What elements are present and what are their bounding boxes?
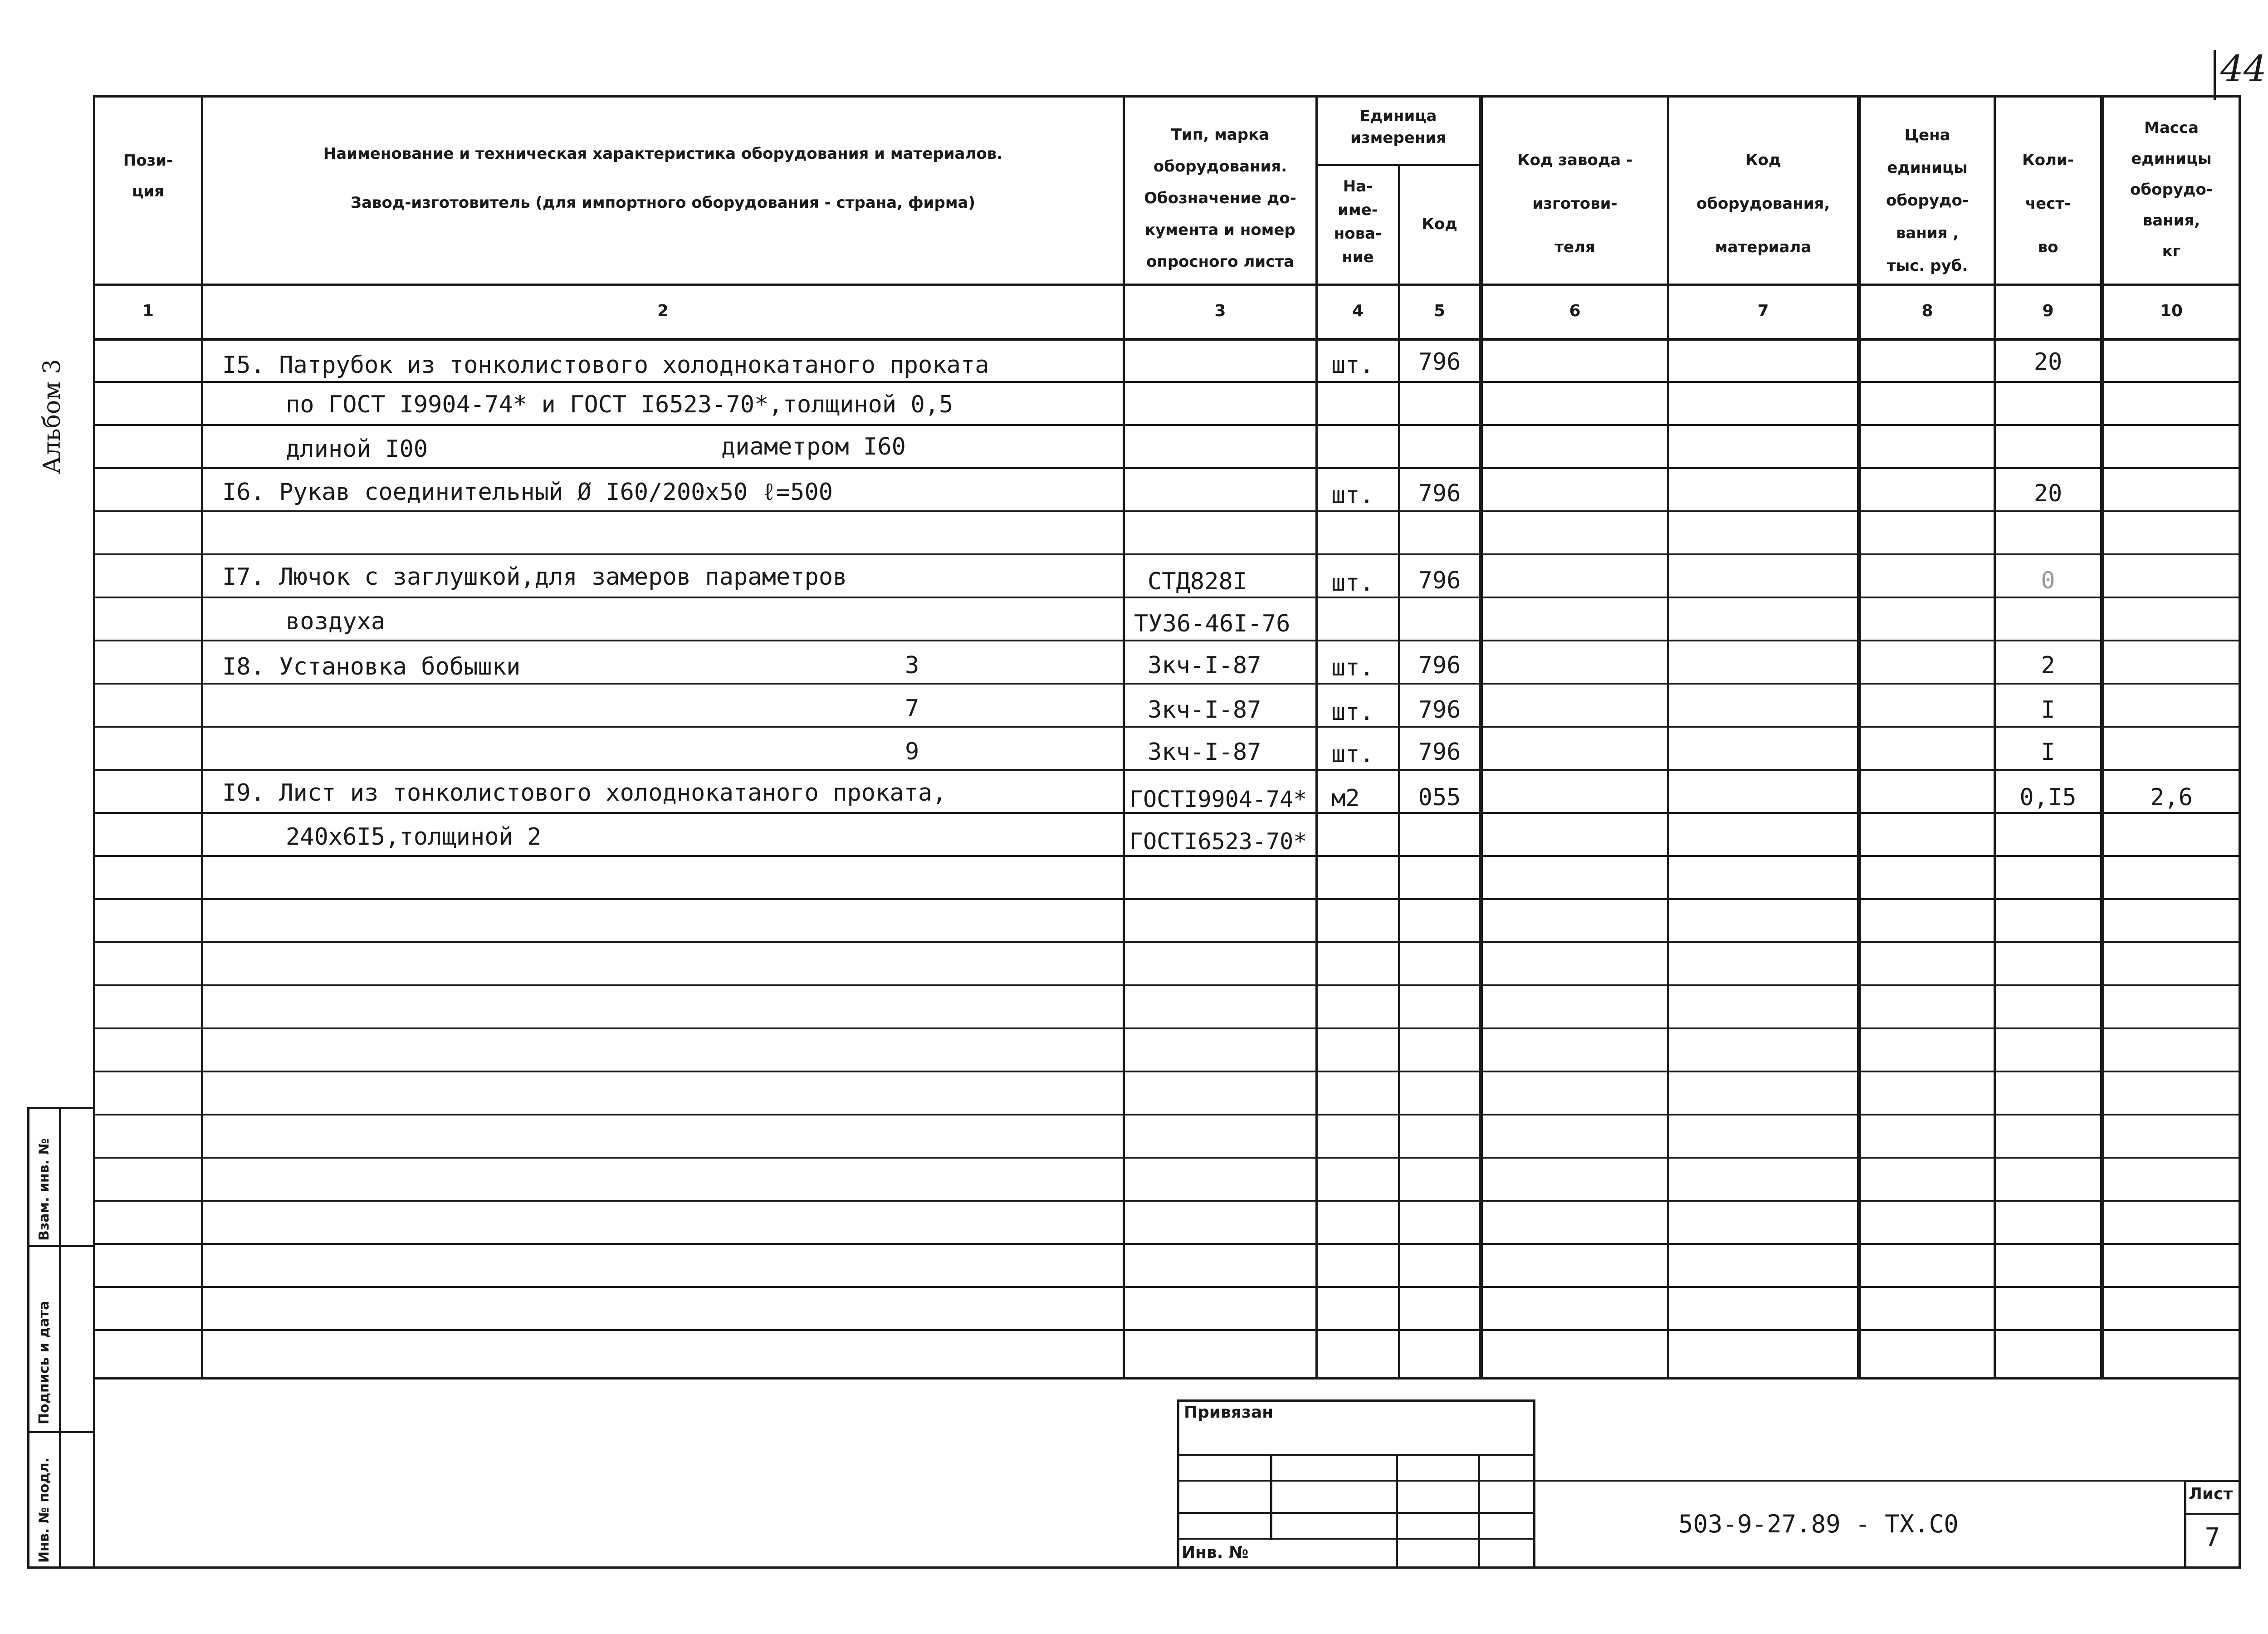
row-line <box>93 898 2241 900</box>
col-number-7: 7 <box>1757 302 1769 320</box>
col-line-3 <box>1315 95 1318 1379</box>
row-7-name-right: 3 <box>905 652 919 679</box>
row-5-type: СТД828I <box>1148 568 1247 595</box>
row-line <box>93 1114 2241 1115</box>
row-5-code: 796 <box>1418 567 1461 594</box>
row-0-qty: 20 <box>2033 348 2063 376</box>
row-6-name: воздуха <box>286 608 386 635</box>
row-10-unit: м2 <box>1331 785 1360 812</box>
privyazan-col-3 <box>1478 1454 1480 1569</box>
document-code: 503-9-27.89 - ТХ.С0 <box>1678 1510 1959 1538</box>
sheet-label: Лист <box>2189 1485 2233 1503</box>
col-number-9: 9 <box>2042 302 2054 320</box>
sheet-corner-number: 44 <box>2220 48 2267 90</box>
album-label: Альбом 3 <box>39 359 66 474</box>
row-11-name: 240x6I5,толщиной 2 <box>286 823 542 851</box>
row-5-qty: 0 <box>2041 567 2055 594</box>
corner-mark-line <box>2214 50 2216 100</box>
row-10-code: 055 <box>1418 784 1461 811</box>
row-6-type: ТУ36-46I-76 <box>1134 610 1290 637</box>
row-10-type: ГОСТI9904-74* <box>1129 786 1307 812</box>
row-10-qty: 0,I5 <box>2019 784 2077 811</box>
col-number-4: 4 <box>1352 302 1364 320</box>
header-col6: Код завода - изготови- теля <box>1517 151 1633 256</box>
col-number-3: 3 <box>1214 302 1226 320</box>
row-3-name: I6. Рукав соединительный Ø I60/200x50 ℓ=500 <box>222 479 833 506</box>
title-line <box>1535 1480 2241 1482</box>
col-number-6: 6 <box>1569 302 1581 320</box>
header-col8: Цена единицы оборудо- вания , тыс. руб. <box>1886 126 1969 275</box>
col-line-8 <box>1994 95 1996 1379</box>
row-9-qty: I <box>2041 739 2055 766</box>
header-col10: Масса единицы оборудо- вания, кг <box>2130 119 2213 260</box>
side-stamp-podpis-data: Подпись и дата <box>36 1301 52 1424</box>
row-line <box>93 1243 2241 1245</box>
side-stamp-line-1 <box>27 1245 95 1247</box>
row-line <box>93 553 2241 555</box>
row-line <box>93 683 2241 685</box>
col-line-6 <box>1667 95 1669 1379</box>
row-line <box>93 424 2241 426</box>
row-line <box>93 510 2241 512</box>
row-7-unit: шт. <box>1331 654 1374 681</box>
row-8-type: 3кч-I-87 <box>1148 696 1261 724</box>
row-line <box>93 1071 2241 1072</box>
side-stamp-divider <box>59 1107 61 1569</box>
row-9-type: 3кч-I-87 <box>1148 739 1261 766</box>
header-col9: Коли- чест- во <box>2022 151 2074 256</box>
row-line <box>93 726 2241 728</box>
row-8-unit: шт. <box>1331 699 1374 726</box>
row-3-code: 796 <box>1418 480 1461 507</box>
row-2-name-right: диаметром I60 <box>721 433 906 460</box>
row-10-mass: 2,6 <box>2150 784 2193 811</box>
row-5-unit: шт. <box>1331 569 1374 597</box>
table-bottom-line <box>93 1377 2241 1380</box>
col-line-9 <box>2100 95 2104 1379</box>
col-line-5 <box>1479 95 1483 1379</box>
row-line <box>93 769 2241 771</box>
col-number-10: 10 <box>2160 302 2183 320</box>
privyazan-line-3 <box>1177 1512 1535 1514</box>
header-col3: Тип, марка оборудования. Обозначение до- кумента и номер опросного листа <box>1144 126 1296 271</box>
header-col1: Пози- ция <box>123 152 173 201</box>
row-2-name: длиной I00 <box>286 435 428 463</box>
row-line <box>93 855 2241 857</box>
header-unit-group: Единица измерения <box>1350 107 1446 147</box>
privyazan-label: Привязан <box>1184 1403 1274 1422</box>
privyazan-col-1 <box>1270 1454 1272 1540</box>
row-line <box>93 941 2241 943</box>
row-0-name: I5. Патрубок из тонколистового холоднокатаного проката <box>222 352 989 379</box>
row-3-qty: 20 <box>2033 480 2063 507</box>
row-line <box>93 381 2241 383</box>
row-8-name-right: 7 <box>905 695 919 722</box>
privyazan-col-2 <box>1396 1454 1398 1569</box>
sheet-box-line <box>2184 1513 2241 1515</box>
row-line <box>93 1157 2241 1159</box>
header-bottom-line <box>93 284 2241 286</box>
side-stamp-vzam-inv: Взам. инв. № <box>36 1138 52 1241</box>
privyazan-line-1 <box>1177 1454 1535 1456</box>
row-3-unit: шт. <box>1331 482 1374 509</box>
row-7-type: 3кч-I-87 <box>1148 652 1261 679</box>
side-stamp-line-2 <box>27 1431 95 1433</box>
col-number-8: 8 <box>1921 302 1933 320</box>
row-7-name: I8. Установка бобышки <box>222 653 521 680</box>
row-0-code: 796 <box>1418 348 1461 376</box>
row-7-code: 796 <box>1418 652 1461 679</box>
col-number-1: 1 <box>142 302 154 320</box>
row-0-unit: шт. <box>1331 352 1374 379</box>
col-number-5: 5 <box>1433 302 1446 320</box>
row-11-type: ГОСТI6523-70* <box>1129 828 1307 855</box>
header-col4: На- име- нова- ние <box>1334 177 1382 266</box>
row-line <box>93 1200 2241 1202</box>
privyazan-line-4 <box>1177 1538 1535 1540</box>
col-number-2: 2 <box>657 302 669 320</box>
header-col5: Код <box>1422 215 1457 233</box>
unit-group-line <box>1315 164 1479 166</box>
row-line <box>93 984 2241 986</box>
numbers-bottom-line <box>93 338 2241 341</box>
side-stamp-inv-podl: Инв. № подл. <box>36 1457 52 1563</box>
row-line <box>93 1027 2241 1029</box>
row-line <box>93 467 2241 469</box>
sheet-number: 7 <box>2204 1523 2220 1552</box>
inv-no-label: Инв. № <box>1182 1543 1249 1562</box>
col-line-7 <box>1857 95 1861 1379</box>
privyazan-line-2 <box>1177 1480 1535 1482</box>
row-10-name: I9. Лист из тонколистового холоднокатаного проката, <box>222 779 947 807</box>
col-line-4 <box>1398 166 1400 1379</box>
row-9-unit: шт. <box>1331 741 1374 768</box>
header-col2: Наименование и техническая характеристика оборудования и материалов. Завод-изготовитель (для импортного оборудования - страна, фирма) <box>323 145 1003 212</box>
row-8-qty: I <box>2041 696 2055 724</box>
row-line <box>93 1329 2241 1331</box>
row-7-qty: 2 <box>2041 652 2055 679</box>
row-8-code: 796 <box>1418 696 1461 724</box>
header-col7: Код оборудования, материала <box>1696 151 1830 256</box>
col-line-1 <box>201 95 203 1379</box>
row-9-name-right: 9 <box>905 738 919 765</box>
row-5-name: I7. Лючок с заглушкой,для замеров параметров <box>222 563 847 591</box>
row-9-code: 796 <box>1418 739 1461 766</box>
row-line <box>93 1286 2241 1288</box>
row-line <box>93 597 2241 598</box>
col-line-2 <box>1123 95 1125 1379</box>
row-1-name: по ГОСТ I9904-74* и ГОСТ I6523-70*,толщиной 0,5 <box>286 391 953 418</box>
row-line <box>93 640 2241 641</box>
